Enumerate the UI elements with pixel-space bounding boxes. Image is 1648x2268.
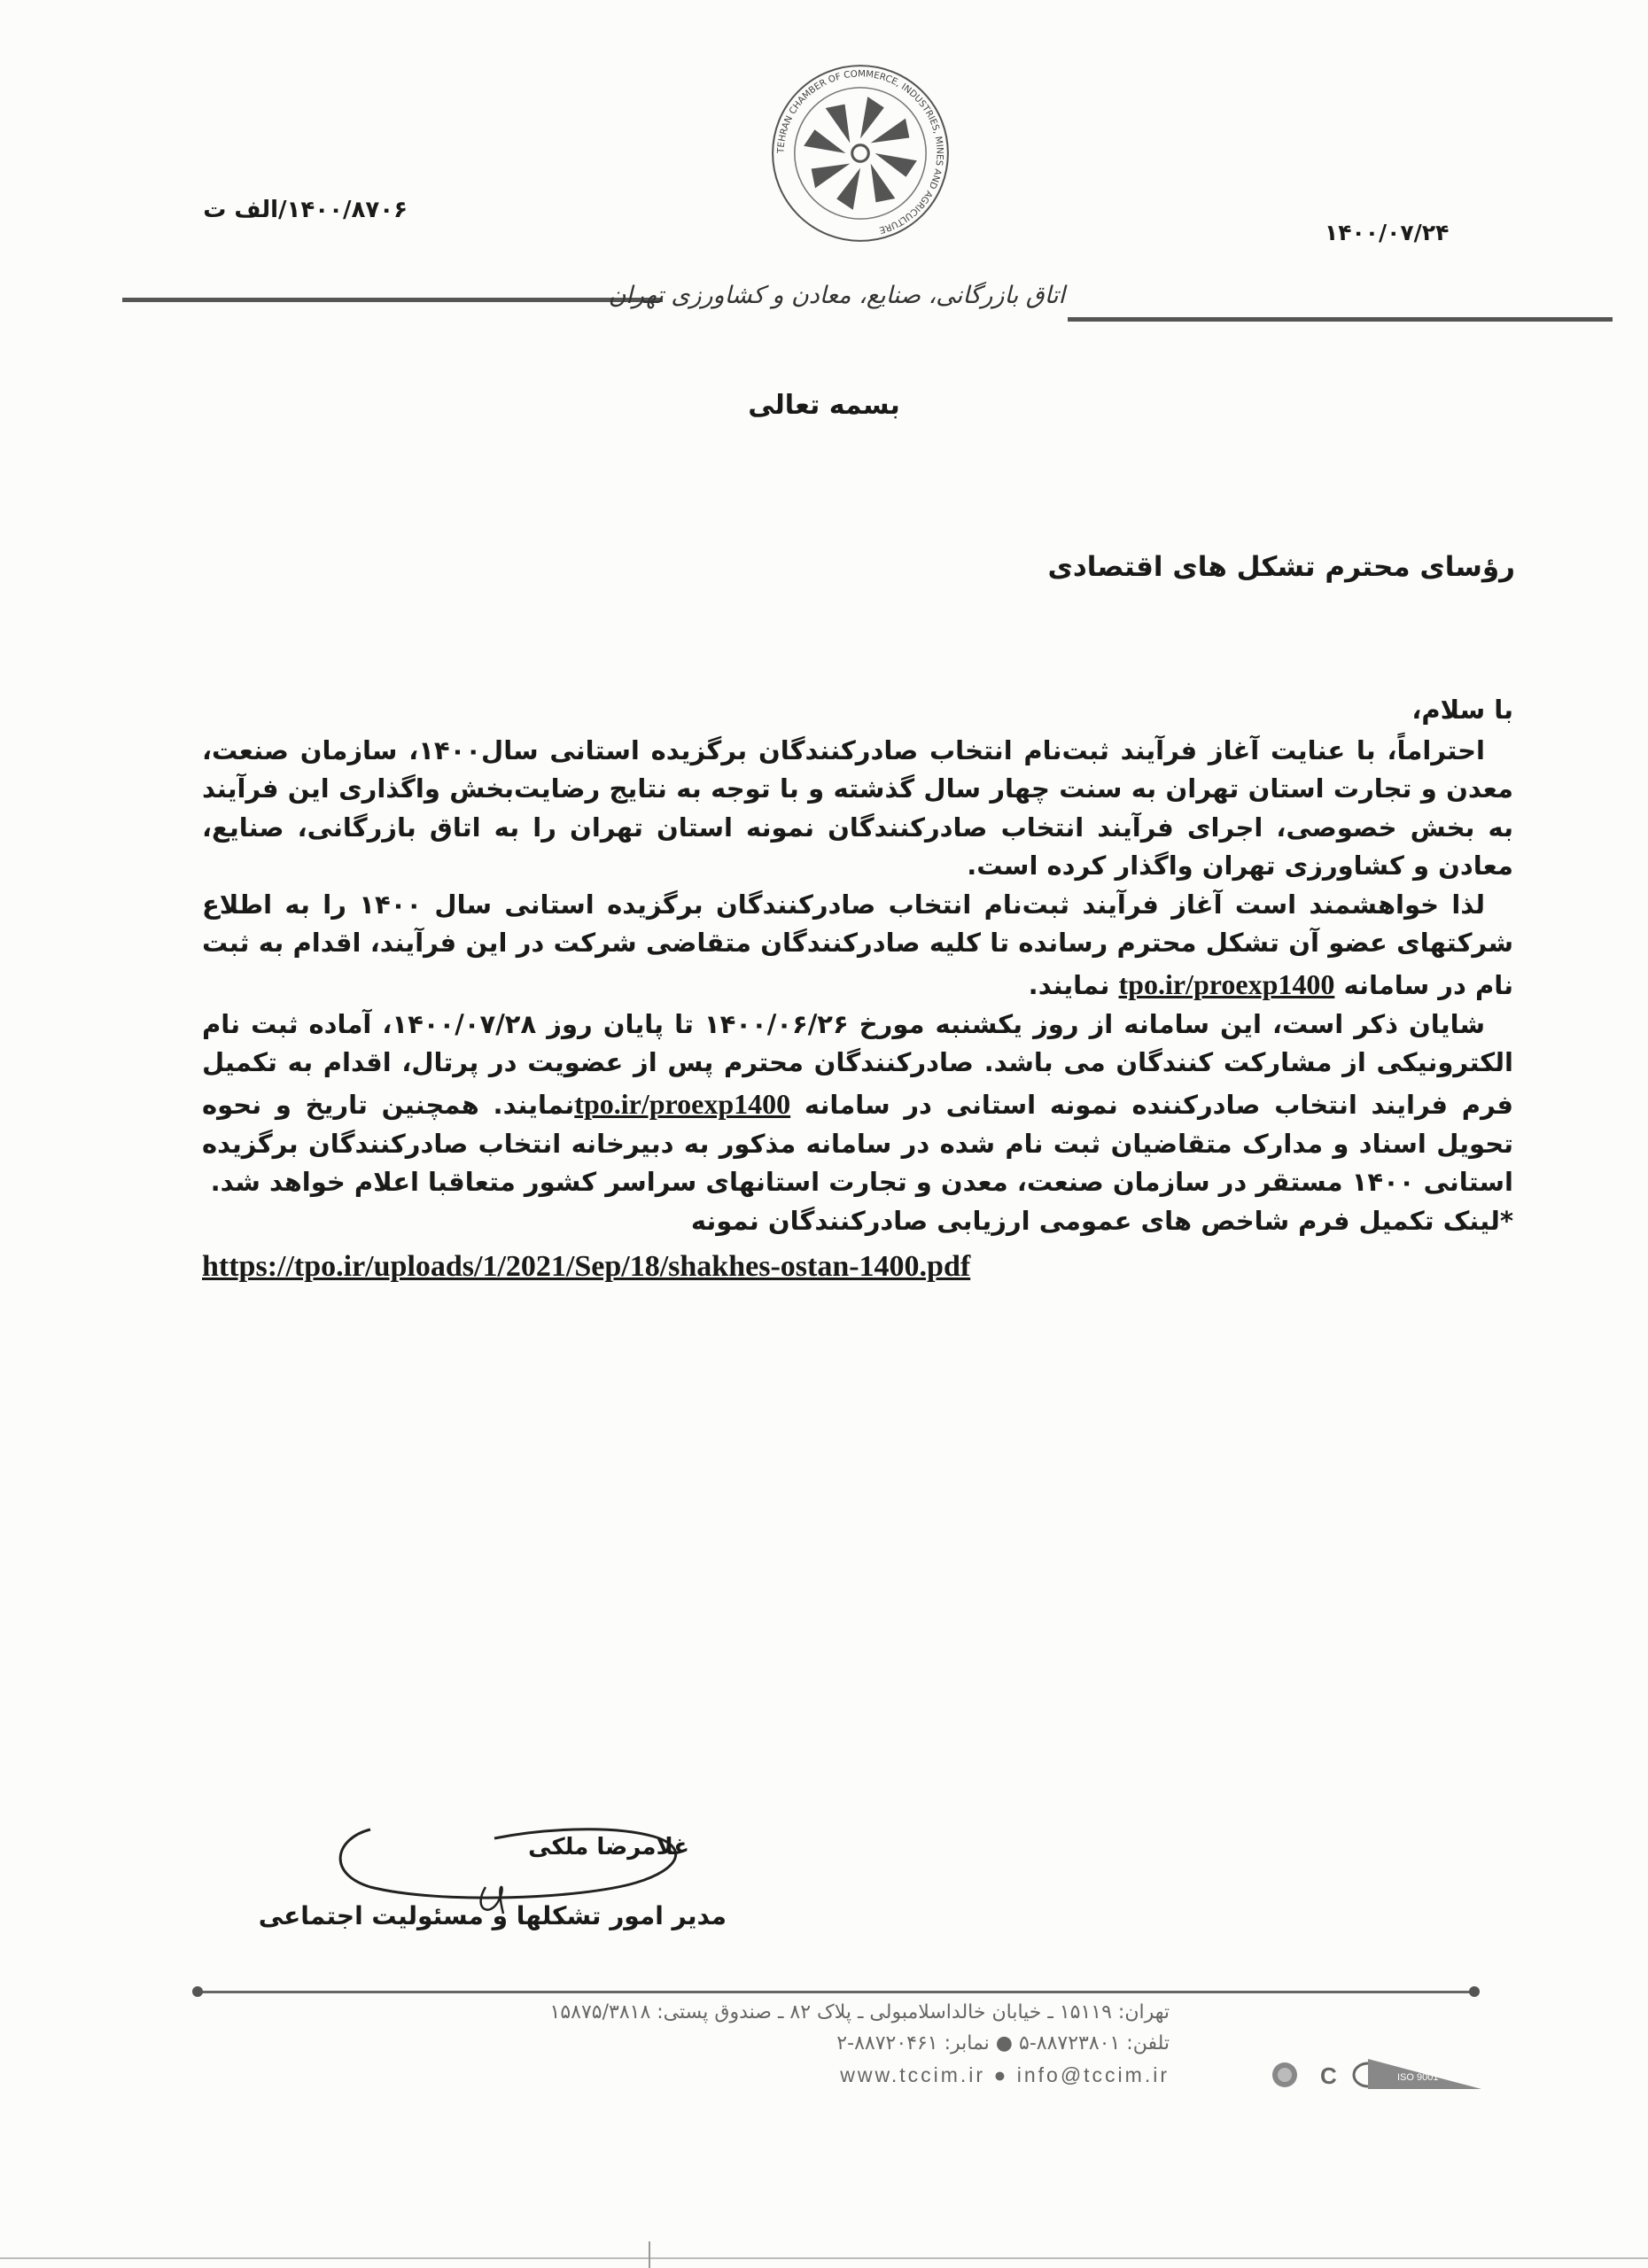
header-divider [122, 298, 663, 302]
paragraph-1: احتراماً، با عنایت آغاز فرآیند ثبت‌نام انتخاب صادرکنندگان برگزیده استانی سال۱۴۰۰، سازمان صنعت، معدن و تجارت استان تهران به سنت چهار سال گذشته و با توجه به نتایج رضایت‌بخش واگذاری این فرآیند به بخش خصوصی، اجرای فرآیند انتخاب صادرکنندگان نمونه استان تهران را به اتاق بازرگانی، صنایع، معادن و کشاورزی تهران واگذار کرده است. [202, 734, 1513, 881]
paragraph-3 [202, 1006, 1513, 1202]
greeting: با سلام، [1411, 695, 1513, 725]
letter-body [202, 691, 1513, 1289]
certification-logos [1269, 2054, 1481, 2094]
tccim-logo [769, 62, 952, 245]
paragraph-2 [202, 886, 1513, 1006]
footer-divider-dot [192, 1986, 203, 1997]
registration-link[interactable]: tpo.ir/proexp1400 [574, 1087, 791, 1120]
footer-divider-dot [1469, 1986, 1480, 1997]
iso-badge-icon [1354, 2059, 1481, 2089]
paragraph-3-text: شایان ذکر است، این سامانه از روز یکشنبه مورخ ۱۴۰۰/۰۶/۲۶ تا پایان روز ۱۴۰۰/۰۷/۲۸، آماده ثبت نام الکترونیکی از مشارکت کنندگان می باشد. صادرکنندگان محترم پس از عضویت در پرتال، اقدام به تکمیل فرم فرایند انتخاب صادرکننده نمونه استانی در سامانه [202, 1008, 1513, 1120]
iso-badge-label: ISO 9001 [1397, 2072, 1439, 2083]
logo-ring-text: TEHRAN CHAMBER OF COMMERCE, INDUSTRIES, MINES AND AGRICULTURE [775, 68, 945, 236]
footer-address: تهران: ۱۵۱۱۹ ـ خیابان خالداسلامبولی ـ پلاک ۸۲ ـ صندوق پستی: ۱۵۸۷۵/۳۸۱۸ [549, 2001, 1170, 2023]
recipient-line: رؤسای محترم تشکل های اقتصادی [1047, 551, 1515, 583]
page-bottom-edge [0, 2257, 1648, 2259]
header-divider [1068, 317, 1613, 322]
reference-number: ۱۴۰۰/۸۷۰۶/الف ت [203, 197, 408, 223]
ce-mark-icon: C [1320, 2062, 1337, 2089]
form-link-line [202, 1244, 1513, 1289]
svg-text:TEHRAN CHAMBER OF COMMERCE, IN [775, 68, 944, 235]
signer-name: غلامرضا ملکی [528, 1834, 689, 1860]
paragraph-2-end: نمایند. [1028, 969, 1110, 1000]
paragraph-3-end: نمایند. همچنین تاریخ و نحوه تحویل اسناد و مدارک متقاضیان ثبت نام شده در سامانه مذکور به دبیرخانه انتخاب صادرکنندگان برگزیده استانی ۱۴۰۰ مستقر در سازمان صنعت، معدن و تجارت استانهای سراسر کشور متعاقبا اعلام خواهد شد. [202, 1089, 1513, 1197]
footer-web-email: www.tccim.ir ● info@tccim.ir [840, 2063, 1170, 2087]
footer-phones: تلفن: ۸۸۷۲۳۸۰۱-۵ ● نمابر: ۸۸۷۲۰۴۶۱-۲ [836, 2032, 1170, 2055]
page-fold-mark [649, 2241, 650, 2268]
quality-seal-icon [1272, 2062, 1297, 2087]
footer-divider [197, 1991, 1474, 1993]
form-note: *لینک تکمیل فرم شاخص های عمومی ارزیابی صادرکنندگان نمونه [690, 1205, 1513, 1236]
paragraph-2-text: لذا خواهشمند است آغاز فرآیند ثبت‌نام انتخاب صادرکنندگان برگزیده استانی سال ۱۴۰۰ را به اطلاع شرکتهای عضو آن تشکل محترم رسانده تا کلیه صادرکنندگان متقاضی شرکت در این فرآیند، اقدام به ثبت نام در سامانه [202, 889, 1513, 1000]
registration-link[interactable]: tpo.ir/proexp1400 [1118, 967, 1335, 1000]
footer-contact [443, 1997, 1170, 2092]
basmala-heading: بسمه تعالی [748, 390, 900, 421]
form-pdf-link[interactable]: https://tpo.ir/uploads/1/2021/Sep/18/shakhes-ostan-1400.pdf [202, 1250, 971, 1283]
organization-title: اتاق بازرگانی، صنایع، معادن و کشاورزی تهران [608, 282, 1065, 309]
signer-title: مدیر امور تشکلها و مسئولیت اجتماعی [258, 1901, 727, 1930]
letter-date: ۱۴۰۰/۰۷/۲۴ [1325, 220, 1450, 245]
